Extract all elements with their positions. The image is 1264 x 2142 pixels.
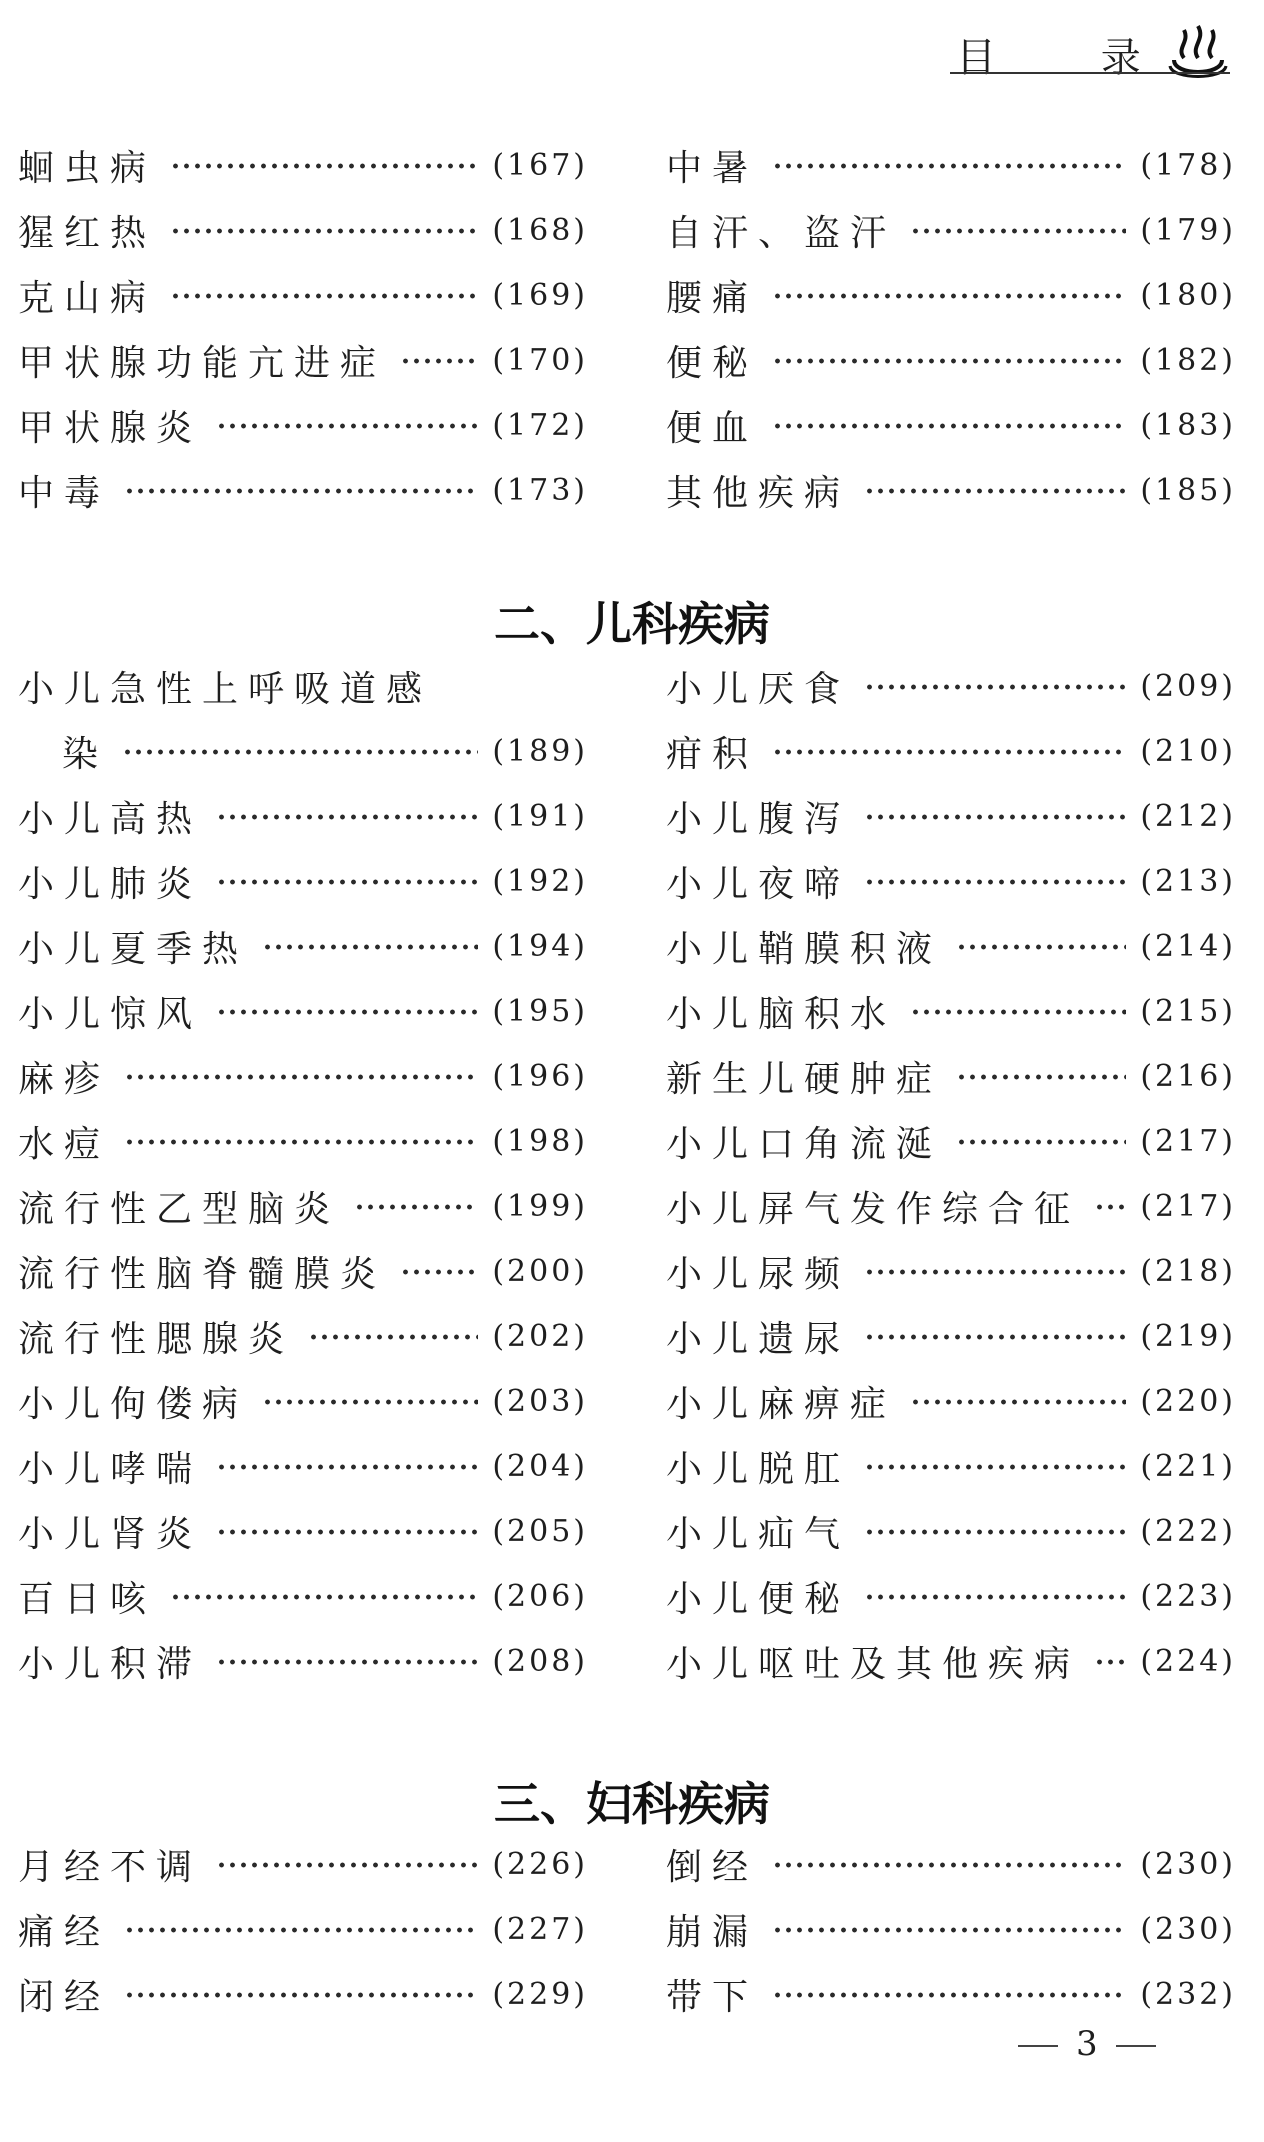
toc-entry-title: 小儿夜啼 bbox=[666, 864, 851, 905]
dot-leader bbox=[956, 1073, 1126, 1081]
toc-entry-page: (219) bbox=[1140, 1319, 1236, 1354]
dot-leader bbox=[216, 1658, 478, 1666]
toc-entry[interactable] bbox=[666, 133, 1236, 198]
toc-entry-title: 中暑 bbox=[666, 148, 759, 189]
toc-entry-page: (221) bbox=[1140, 1449, 1236, 1484]
toc-entry-title: 流行性腮腺炎 bbox=[18, 1319, 295, 1360]
toc-entry-page: (169) bbox=[492, 278, 588, 313]
dash-left bbox=[1018, 2045, 1058, 2047]
toc-entry-page: (229) bbox=[492, 1977, 588, 2012]
toc-entry-title: 痛经 bbox=[18, 1912, 111, 1953]
dot-leader bbox=[124, 1926, 478, 1934]
toc-entry-title: 麻疹 bbox=[18, 1059, 111, 1100]
dot-leader bbox=[772, 162, 1126, 170]
toc-column-right bbox=[666, 1832, 1236, 2027]
dot-leader bbox=[170, 1593, 478, 1601]
dot-leader bbox=[262, 943, 478, 951]
dot-leader bbox=[216, 1463, 478, 1471]
toc-entry-page: (200) bbox=[492, 1254, 588, 1289]
toc-section-continued bbox=[0, 133, 1264, 523]
toc-entry-page: (217) bbox=[1140, 1124, 1236, 1159]
dot-leader bbox=[216, 1528, 478, 1536]
dot-leader bbox=[124, 1991, 478, 1999]
dot-leader bbox=[772, 1861, 1126, 1869]
toc-entry[interactable] bbox=[666, 1109, 1236, 1174]
toc-entry-title: 疳积 bbox=[666, 734, 759, 775]
header-rule bbox=[950, 72, 1230, 74]
toc-entry-page: (209) bbox=[1140, 669, 1236, 704]
dot-leader bbox=[170, 292, 478, 300]
toc-entry-title: 自汗、盗汗 bbox=[666, 213, 897, 254]
page-number bbox=[1000, 2024, 1174, 2064]
toc-entry-title: 其他疾病 bbox=[666, 473, 851, 514]
dot-leader bbox=[864, 1593, 1126, 1601]
toc-entry-page: (189) bbox=[492, 734, 588, 769]
dot-leader bbox=[772, 292, 1126, 300]
toc-entry[interactable] bbox=[666, 1304, 1236, 1369]
toc-entry[interactable] bbox=[18, 198, 588, 263]
toc-entry-title: 猩红热 bbox=[18, 213, 157, 254]
dot-leader bbox=[262, 1398, 478, 1406]
dot-leader bbox=[772, 748, 1126, 756]
dash-right bbox=[1116, 2045, 1156, 2047]
toc-entry-page: (196) bbox=[492, 1059, 588, 1094]
toc-entry-title: 小儿遗尿 bbox=[666, 1319, 851, 1360]
toc-entry-title: 小儿肺炎 bbox=[18, 864, 203, 905]
dot-leader bbox=[864, 813, 1126, 821]
toc-entry-page: (168) bbox=[492, 213, 588, 248]
dot-leader bbox=[772, 422, 1126, 430]
toc-entry-title: 倒经 bbox=[666, 1847, 759, 1888]
toc-entry-page: (173) bbox=[492, 473, 588, 508]
dot-leader bbox=[864, 683, 1126, 691]
toc-entry-page: (198) bbox=[492, 1124, 588, 1159]
toc-entry-page: (232) bbox=[1140, 1977, 1236, 2012]
toc-entry-page: (182) bbox=[1140, 343, 1236, 378]
dot-leader bbox=[124, 1073, 478, 1081]
toc-entry-title: 小儿麻痹症 bbox=[666, 1384, 897, 1425]
toc-column-left bbox=[18, 654, 588, 1694]
toc-entry-title: 流行性乙型脑炎 bbox=[18, 1189, 341, 1230]
dot-leader bbox=[864, 487, 1126, 495]
toc-entry-title: 小儿腹泻 bbox=[666, 799, 851, 840]
toc-entry[interactable] bbox=[18, 393, 588, 458]
dot-leader bbox=[216, 1008, 478, 1016]
toc-entry-title: 克山病 bbox=[18, 278, 157, 319]
dot-leader bbox=[864, 1463, 1126, 1471]
toc-entry-title: 小儿便秘 bbox=[666, 1579, 851, 1620]
toc-entry[interactable] bbox=[666, 979, 1236, 1044]
toc-entry-page: (180) bbox=[1140, 278, 1236, 313]
dot-leader bbox=[910, 227, 1126, 235]
toc-entry-page: (223) bbox=[1140, 1579, 1236, 1614]
toc-entry-title: 小儿疝气 bbox=[666, 1514, 851, 1555]
dot-leader bbox=[1094, 1658, 1126, 1666]
toc-entry[interactable] bbox=[666, 263, 1236, 328]
toc-entry-page: (226) bbox=[492, 1847, 588, 1882]
running-header bbox=[950, 22, 1230, 81]
toc-entry[interactable] bbox=[18, 654, 588, 719]
toc-entry-page: (192) bbox=[492, 864, 588, 899]
toc-entry-title: 新生儿硬肿症 bbox=[666, 1059, 943, 1100]
toc-entry[interactable] bbox=[18, 458, 588, 523]
toc-entry[interactable] bbox=[666, 1434, 1236, 1499]
dot-leader bbox=[400, 1268, 478, 1276]
toc-entry[interactable] bbox=[18, 1897, 588, 1962]
toc-entry-page: (202) bbox=[492, 1319, 588, 1354]
toc-entry-page: (210) bbox=[1140, 734, 1236, 769]
dot-leader bbox=[124, 487, 478, 495]
toc-entry-title: 小儿厌食 bbox=[666, 669, 851, 710]
toc-entry[interactable] bbox=[666, 849, 1236, 914]
toc-entry-page: (178) bbox=[1140, 148, 1236, 183]
dot-leader bbox=[910, 1008, 1126, 1016]
toc-entry[interactable] bbox=[18, 1304, 588, 1369]
toc-entry[interactable] bbox=[18, 1564, 588, 1629]
toc-entry-page: (199) bbox=[492, 1189, 588, 1224]
toc-entry[interactable] bbox=[666, 914, 1236, 979]
toc-entry-page: (172) bbox=[492, 408, 588, 443]
toc-entry[interactable] bbox=[18, 328, 588, 393]
toc-entry[interactable] bbox=[666, 1832, 1236, 1897]
toc-entry-page: (230) bbox=[1140, 1847, 1236, 1882]
toc-entry-page: (227) bbox=[492, 1912, 588, 1947]
toc-entry-title: 便秘 bbox=[666, 343, 759, 384]
dot-leader bbox=[124, 1138, 478, 1146]
toc-entry[interactable] bbox=[666, 1239, 1236, 1304]
dot-leader bbox=[216, 878, 478, 886]
toc-entry-page: (215) bbox=[1140, 994, 1236, 1029]
toc-entry-page: (212) bbox=[1140, 799, 1236, 834]
toc-entry-title: 水痘 bbox=[18, 1124, 111, 1165]
toc-entry-page: (194) bbox=[492, 929, 588, 964]
toc-entry[interactable] bbox=[666, 1564, 1236, 1629]
toc-entry-title: 百日咳 bbox=[18, 1579, 157, 1620]
toc-entry-page: (222) bbox=[1140, 1514, 1236, 1549]
toc-entry-page: (204) bbox=[492, 1449, 588, 1484]
toc-entry-title: 甲状腺炎 bbox=[18, 408, 203, 449]
toc-entry[interactable] bbox=[18, 1629, 588, 1694]
toc-entry-title: 崩漏 bbox=[666, 1912, 759, 1953]
toc-entry[interactable] bbox=[18, 849, 588, 914]
toc-entry[interactable] bbox=[18, 1044, 588, 1109]
dot-leader bbox=[956, 943, 1126, 951]
section-title-gynecology: 三、妇科疾病 bbox=[494, 1777, 770, 1831]
toc-column-right bbox=[666, 133, 1236, 523]
toc-entry[interactable] bbox=[666, 198, 1236, 263]
toc-entry-title: 小儿脑积水 bbox=[666, 994, 897, 1035]
toc-entry[interactable] bbox=[18, 263, 588, 328]
toc-entry-page: (170) bbox=[492, 343, 588, 378]
dot-leader bbox=[308, 1333, 478, 1341]
dot-leader bbox=[910, 1398, 1126, 1406]
toc-entry[interactable] bbox=[18, 1174, 588, 1239]
toc-entry[interactable] bbox=[18, 1369, 588, 1434]
toc-entry[interactable] bbox=[666, 393, 1236, 458]
toc-entry-page: (213) bbox=[1140, 864, 1236, 899]
toc-entry[interactable] bbox=[666, 784, 1236, 849]
toc-entry-page: (218) bbox=[1140, 1254, 1236, 1289]
dot-leader bbox=[354, 1203, 478, 1211]
dot-leader bbox=[216, 813, 478, 821]
flame-swirl-icon bbox=[1166, 22, 1230, 78]
dot-leader bbox=[772, 1926, 1126, 1934]
toc-entry-title: 小儿积滞 bbox=[18, 1644, 203, 1685]
dot-leader bbox=[864, 878, 1126, 886]
toc-entry-title: 蛔虫病 bbox=[18, 148, 157, 189]
toc-entry[interactable] bbox=[666, 1897, 1236, 1962]
toc-entry-title: 小儿脱肛 bbox=[666, 1449, 851, 1490]
dot-leader bbox=[772, 1991, 1126, 1999]
toc-entry-page: (185) bbox=[1140, 473, 1236, 508]
toc-entry[interactable] bbox=[18, 914, 588, 979]
header-title: 目 录 bbox=[956, 35, 1187, 81]
toc-entry-title: 小儿高热 bbox=[18, 799, 203, 840]
dot-leader bbox=[956, 1138, 1126, 1146]
toc-entry-page: (224) bbox=[1140, 1644, 1236, 1679]
dot-leader bbox=[216, 422, 478, 430]
toc-entry[interactable] bbox=[666, 1044, 1236, 1109]
toc-entry-title: 腰痛 bbox=[666, 278, 759, 319]
toc-section-pediatrics bbox=[0, 654, 1264, 1694]
toc-entry[interactable] bbox=[666, 458, 1236, 523]
toc-entry-page: (216) bbox=[1140, 1059, 1236, 1094]
toc-entry[interactable] bbox=[18, 1109, 588, 1174]
dot-leader bbox=[122, 748, 478, 756]
toc-entry-title: 便血 bbox=[666, 408, 759, 449]
toc-column-right bbox=[666, 654, 1236, 1694]
toc-entry[interactable] bbox=[18, 979, 588, 1044]
toc-entry-title: 小儿尿频 bbox=[666, 1254, 851, 1295]
toc-entry[interactable] bbox=[666, 1499, 1236, 1564]
toc-entry[interactable] bbox=[18, 1962, 588, 2027]
toc-entry[interactable] bbox=[666, 1369, 1236, 1434]
dot-leader bbox=[864, 1333, 1126, 1341]
toc-entry-title: 小儿肾炎 bbox=[18, 1514, 203, 1555]
page-number-value: 3 bbox=[1076, 2024, 1098, 2064]
toc-entry-page: (217) bbox=[1140, 1189, 1236, 1224]
toc-entry-title: 带下 bbox=[666, 1977, 759, 2018]
toc-entry-page: (195) bbox=[492, 994, 588, 1029]
toc-entry-title: 小儿口角流涎 bbox=[666, 1124, 943, 1165]
toc-entry[interactable] bbox=[18, 719, 588, 784]
toc-entry-title: 小儿急性上呼吸道感 bbox=[18, 669, 433, 710]
toc-entry[interactable] bbox=[18, 1499, 588, 1564]
toc-entry-page: (214) bbox=[1140, 929, 1236, 964]
section-title-pediatrics: 二、儿科疾病 bbox=[494, 597, 770, 651]
dot-leader bbox=[772, 357, 1126, 365]
dot-leader bbox=[400, 357, 478, 365]
toc-entry-page: (183) bbox=[1140, 408, 1236, 443]
toc-entry-page: (230) bbox=[1140, 1912, 1236, 1947]
toc-entry-page: (220) bbox=[1140, 1384, 1236, 1419]
toc-entry-title: 甲状腺功能亢进症 bbox=[18, 343, 387, 384]
toc-entry-title: 小儿呕吐及其他疾病 bbox=[666, 1644, 1081, 1685]
toc-entry-page: (179) bbox=[1140, 213, 1236, 248]
toc-entry-page: (206) bbox=[492, 1579, 588, 1614]
toc-entry-title: 月经不调 bbox=[18, 1847, 203, 1888]
toc-entry-page: (203) bbox=[492, 1384, 588, 1419]
toc-section-gynecology bbox=[0, 1832, 1264, 2027]
dot-leader bbox=[1094, 1203, 1126, 1211]
toc-entry[interactable] bbox=[18, 1832, 588, 1897]
toc-entry-title: 流行性脑脊髓膜炎 bbox=[18, 1254, 387, 1295]
toc-entry[interactable] bbox=[666, 654, 1236, 719]
toc-entry-page: (208) bbox=[492, 1644, 588, 1679]
toc-entry[interactable] bbox=[18, 784, 588, 849]
toc-column-left bbox=[18, 133, 588, 523]
toc-entry[interactable] bbox=[18, 133, 588, 198]
dot-leader bbox=[864, 1528, 1126, 1536]
toc-entry-title: 中毒 bbox=[18, 473, 111, 514]
toc-entry-title: 小儿夏季热 bbox=[18, 929, 249, 970]
toc-entry-title: 染 bbox=[62, 734, 109, 775]
toc-entry-title: 闭经 bbox=[18, 1977, 111, 2018]
toc-entry[interactable] bbox=[666, 1962, 1236, 2027]
toc-entry-title: 小儿屏气发作综合征 bbox=[666, 1189, 1081, 1230]
toc-entry[interactable] bbox=[666, 1629, 1236, 1694]
toc-entry[interactable] bbox=[18, 1434, 588, 1499]
toc-entry-title: 小儿哮喘 bbox=[18, 1449, 203, 1490]
toc-entry-title: 小儿惊风 bbox=[18, 994, 203, 1035]
toc-entry-title: 小儿鞘膜积液 bbox=[666, 929, 943, 970]
dot-leader bbox=[170, 162, 478, 170]
toc-entry-title: 小儿佝偻病 bbox=[18, 1384, 249, 1425]
toc-entry[interactable] bbox=[666, 328, 1236, 393]
toc-entry-page: (205) bbox=[492, 1514, 588, 1549]
toc-entry-page: (167) bbox=[492, 148, 588, 183]
toc-entry-page: (191) bbox=[492, 799, 588, 834]
dot-leader bbox=[170, 227, 478, 235]
dot-leader bbox=[864, 1268, 1126, 1276]
toc-entry[interactable] bbox=[666, 1174, 1236, 1239]
toc-entry[interactable] bbox=[666, 719, 1236, 784]
toc-column-left bbox=[18, 1832, 588, 2027]
dot-leader bbox=[216, 1861, 478, 1869]
toc-entry[interactable] bbox=[18, 1239, 588, 1304]
